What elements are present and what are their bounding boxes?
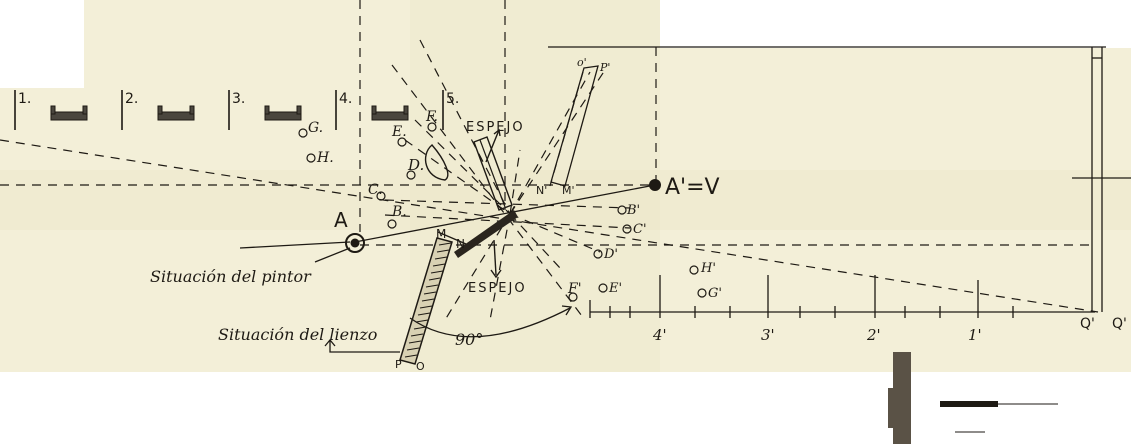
label-reflected-c: C' — [633, 222, 647, 237]
label-point-o: O — [416, 360, 425, 373]
label-mirror-top: ESPEJO — [466, 120, 525, 135]
label-b: B. — [392, 204, 407, 220]
label-c: C. — [368, 182, 383, 198]
label-scale-4: 4' — [653, 326, 667, 344]
panel-label-5: 5. — [446, 91, 460, 107]
label-f: F. — [426, 109, 438, 125]
label-e: E. — [392, 124, 407, 140]
panel-label-4: 4. — [339, 91, 353, 107]
label-reflected-h: H' — [701, 261, 716, 276]
label-reflected-n: N' — [536, 184, 548, 197]
caption-canvas: Situación del lienzo — [218, 325, 378, 344]
panel-label-2: 2. — [125, 91, 139, 107]
label-point-p: P — [395, 358, 402, 371]
label-scale-3: 3' — [761, 326, 775, 344]
label-point-n: N — [456, 237, 465, 251]
label-vanishing-point: A'=V — [665, 175, 720, 200]
label-d: D. — [408, 156, 425, 174]
label-scale-2: 2' — [867, 326, 881, 344]
label-scale-1: 1' — [968, 326, 982, 344]
label-angle: 90° — [455, 330, 484, 349]
panel-label-3: 3. — [232, 91, 246, 107]
label-point-q2: Q' — [1112, 316, 1127, 332]
label-reflected-f: F' — [568, 281, 582, 297]
label-reflected-g: G' — [708, 286, 722, 301]
label-h: H. — [317, 150, 334, 166]
vanishing-marker — [649, 179, 661, 191]
label-point-m: M — [436, 227, 447, 241]
label-mirror-bottom: ESPEJO — [468, 281, 527, 296]
label-point-a: A — [334, 208, 348, 232]
label-apex-p: P' — [600, 61, 611, 74]
label-reflected-b: B' — [627, 203, 641, 218]
label-reflected-e: E' — [609, 281, 623, 296]
label-point-q1: Q' — [1080, 316, 1095, 332]
label-apex-o: o' — [577, 56, 587, 69]
label-reflected-d: D' — [604, 247, 618, 262]
label-g: G. — [308, 120, 324, 136]
caption-painter: Situación del pintor — [150, 267, 311, 286]
panel-label-1: 1. — [18, 91, 32, 107]
label-reflected-m: M' — [562, 184, 575, 197]
